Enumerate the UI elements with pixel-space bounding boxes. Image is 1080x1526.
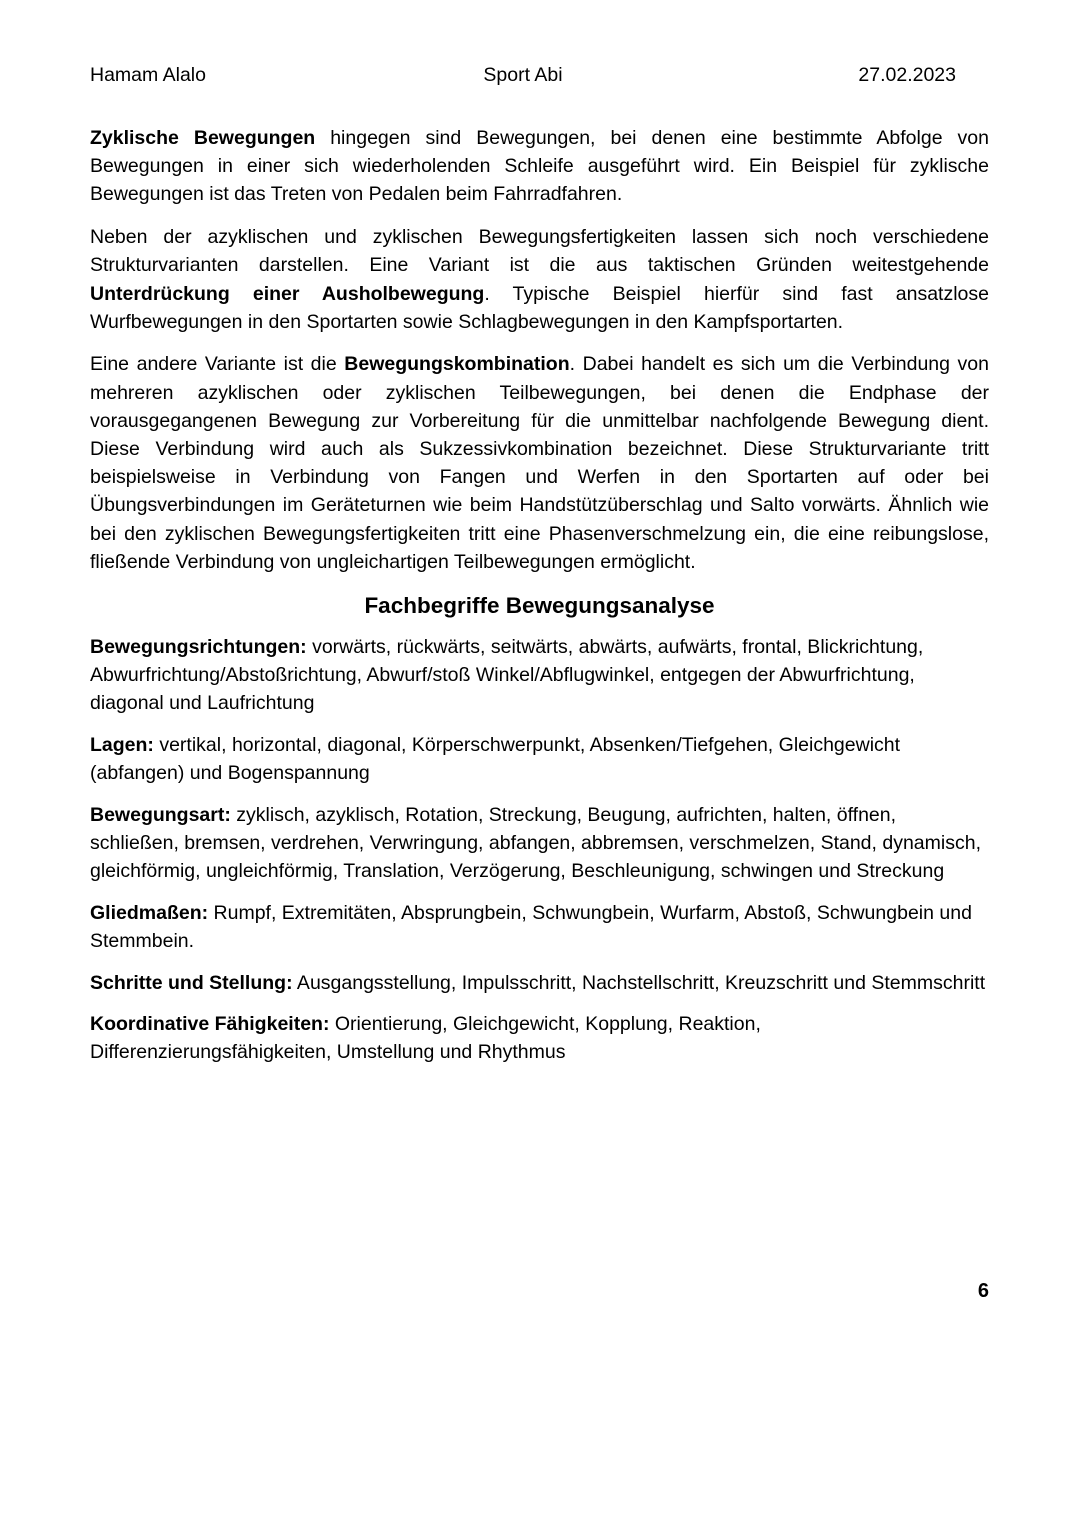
term-entry-bewegungsart	[90, 801, 989, 886]
term-text: zyklisch, azyklisch, Rotation, Streckung, Beugung, aufrichten, halten, öffnen, schließen, bremsen, verdrehen, Verwringung, abfangen, abbremsen, verschmelzen, Stand, dynamisch, gleichförmig, ungleichförmig, Translation, Verzögerung, Beschleunigung, schwingen und Streckung	[90, 803, 981, 882]
paragraph-strukturvarianten	[90, 223, 989, 336]
term-entry-lagen	[90, 731, 989, 787]
term-label: Gliedmaßen:	[90, 901, 209, 924]
header-subject: Sport Abi	[483, 64, 563, 86]
paragraph-term: Unterdrückung einer Ausholbewegung	[90, 282, 485, 305]
paragraph-term: Zyklische Bewegungen	[90, 127, 316, 149]
paragraph-zyklische-bewegungen	[90, 124, 989, 209]
term-label: Schritte und Stellung:	[90, 971, 293, 994]
paragraph-text: . Typische Beispiel hierfür sind fast ansatzlose Wurfbewegungen in den Sportarten sowie Schlagbewegungen in den Kampfsportarten.	[90, 282, 989, 333]
page-number: 6	[977, 1280, 989, 1302]
term-text: Orientierung, Gleichgewicht, Kopplung, Reaktion, Differenzierungsfähigkeiten, Umstellung und Rhythmus	[90, 1013, 761, 1064]
term-label: Lagen:	[90, 733, 154, 756]
header-date: 27.02.2023	[858, 64, 956, 86]
term-entry-koordinative-faehigkeiten	[90, 1010, 989, 1066]
term-entry-schritte-und-stellung	[90, 969, 989, 997]
paragraph-text: Neben der azyklischen und zyklischen Bewegungsfertigkeiten lassen sich noch verschiedene Strukturvarianten darstellen. Eine Variant ist die aus taktischen Gründen weitestgehende	[90, 226, 989, 277]
section-title: Fachbegriffe Bewegungsanalyse	[364, 592, 715, 618]
term-text: Rumpf, Extremitäten, Absprungbein, Schwungbein, Wurfarm, Abstoß, Schwungbein und Stemmbein.	[90, 901, 972, 952]
term-label: Koordinative Fähigkeiten:	[90, 1013, 330, 1036]
paragraph-text: . Dabei handelt es sich um die Verbindung von mehreren azyklischen oder zyklischen Teilbewegungen, bei denen die Endphase der vorausgegangenen Bewegung zur Vorbereitung für die unmittelbar nachfolgende Bewegung dient. Diese Verbindung wird auch als Sukzessivkombination bezeichnet. Diese Strukturvariante tritt beispielsweise in Verbindung von Fangen und Werfen in den Sportarten auf oder bei Übungsverbindungen im Geräteturnen wie beim Handstützüberschlag und Salto vorwärts. Ähnlich wie bei den zyklischen Bewegungsfertigkeiten tritt eine Phasenverschmelzung ein, die eine reibungslose, fließende Verbindung von ungleichartigen Teilbewegungen ermöglicht.	[90, 353, 989, 573]
document-body	[90, 124, 989, 1080]
term-entry-bewegungsrichtungen	[90, 633, 989, 718]
header-author: Hamam Alalo	[90, 64, 206, 86]
term-text: vertikal, horizontal, diagonal, Körperschwerpunkt, Absenken/Tiefgehen, Gleichgewicht (abfangen) und Bogenspannung	[90, 733, 901, 784]
term-text: vorwärts, rückwärts, seitwärts, abwärts, aufwärts, frontal, Blickrichtung, Abwurfrichtung/Abstoßrichtung, Abwurf/stoß Winkel/Abflugwinkel, entgegen der Abwurfrichtung, diagonal und Laufrichtung	[90, 635, 924, 714]
term-label: Bewegungsrichtungen:	[90, 635, 307, 658]
term-text: Ausgangsstellung, Impulsschritt, Nachstellschritt, Kreuzschritt und Stemmschritt	[292, 971, 986, 994]
page-header	[90, 64, 956, 90]
term-label: Bewegungsart:	[90, 803, 231, 826]
paragraph-term: Bewegungskombination	[344, 353, 570, 376]
paragraph-text: hingegen sind Bewegungen, bei denen eine bestimmte Abfolge von Bewegungen in einer sich wiederholenden Schleife ausgeführt wird. Ein Beispiel für zyklische Bewegungen ist das Treten von Pedalen beim Fahrradfahren.	[90, 127, 989, 206]
paragraph-text: Eine andere Variante ist die	[90, 353, 345, 376]
paragraph-bewegungskombination	[90, 350, 989, 576]
term-entry-gliedmassen	[90, 899, 989, 955]
